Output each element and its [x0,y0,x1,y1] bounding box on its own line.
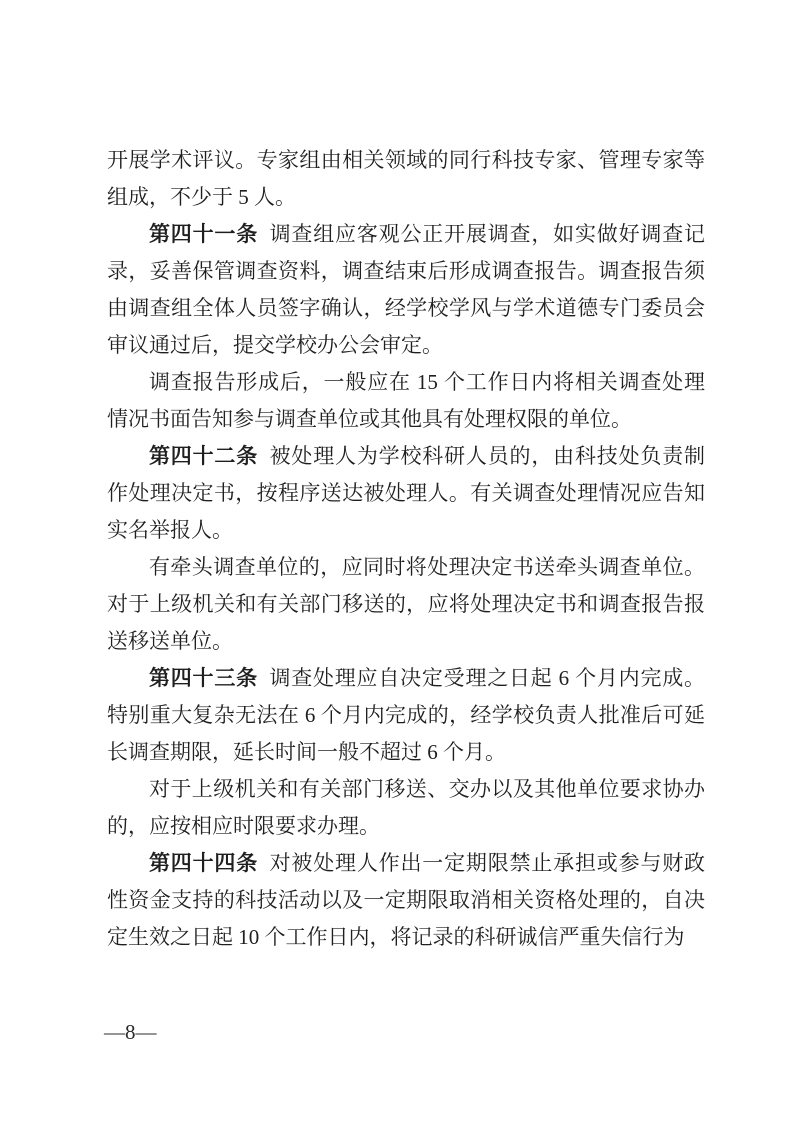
paragraph [107,660,705,771]
paragraph-text: 有牵头调查单位的，应同时将处理决定书送牵头调查单位。对于上级机关和有关部门移送的，应将处理决定书和调查报告报送移送单位。 [107,555,705,653]
paragraph-text: 调查组应客观公正开展调查，如实做好调查记录，妥善保管调查资料，调查结束后形成调查报告。调查报告须由调查组全体人员签字确认，经学校学风与学术道德专门委员会审议通过后，提交学校办公会审定。 [107,222,706,357]
article-number: 第四十四条 [149,851,259,875]
paragraph [107,549,705,660]
paragraph-text: 调查处理应自决定受理之日起 6 个月内完成。特别重大复杂无法在 6 个月内完成的，经学校负责人批准后可延长调查期限，延长时间一般不超过 6 个月。 [107,666,705,764]
paragraph-text: 对被处理人作出一定期限禁止承担或参与财政性资金支持的科技活动以及一定期限取消相关资格处理的，自决定生效之日起 10 个工作日内，将记录的科研诚信严重失信行为 [107,851,706,949]
paragraph [107,438,705,549]
paragraph [107,364,705,438]
document-text-block [107,142,705,956]
article-number: 第四十一条 [149,222,259,246]
page-number: —8— [104,1020,157,1044]
paragraph [107,845,705,956]
paragraph-text: 被处理人为学校科研人员的，由科技处负责制作处理决定书，按程序送达被处理人。有关调查处理情况应告知实名举报人。 [107,444,706,542]
paragraph [107,142,705,216]
paragraph [107,771,705,845]
article-number: 第四十三条 [149,666,258,690]
article-number: 第四十二条 [149,444,259,468]
paragraph-text: 开展学术评议。专家组由相关领域的同行科技专家、管理专家等组成，不少于 5 人。 [107,148,705,209]
paragraph [107,216,705,364]
paragraph-text: 调查报告形成后，一般应在 15 个工作日内将相关调查处理情况书面告知参与调查单位或其他具有处理权限的单位。 [107,370,705,431]
paragraph-text: 对于上级机关和有关部门移送、交办以及其他单位要求协办的，应按相应时限要求办理。 [107,777,705,838]
